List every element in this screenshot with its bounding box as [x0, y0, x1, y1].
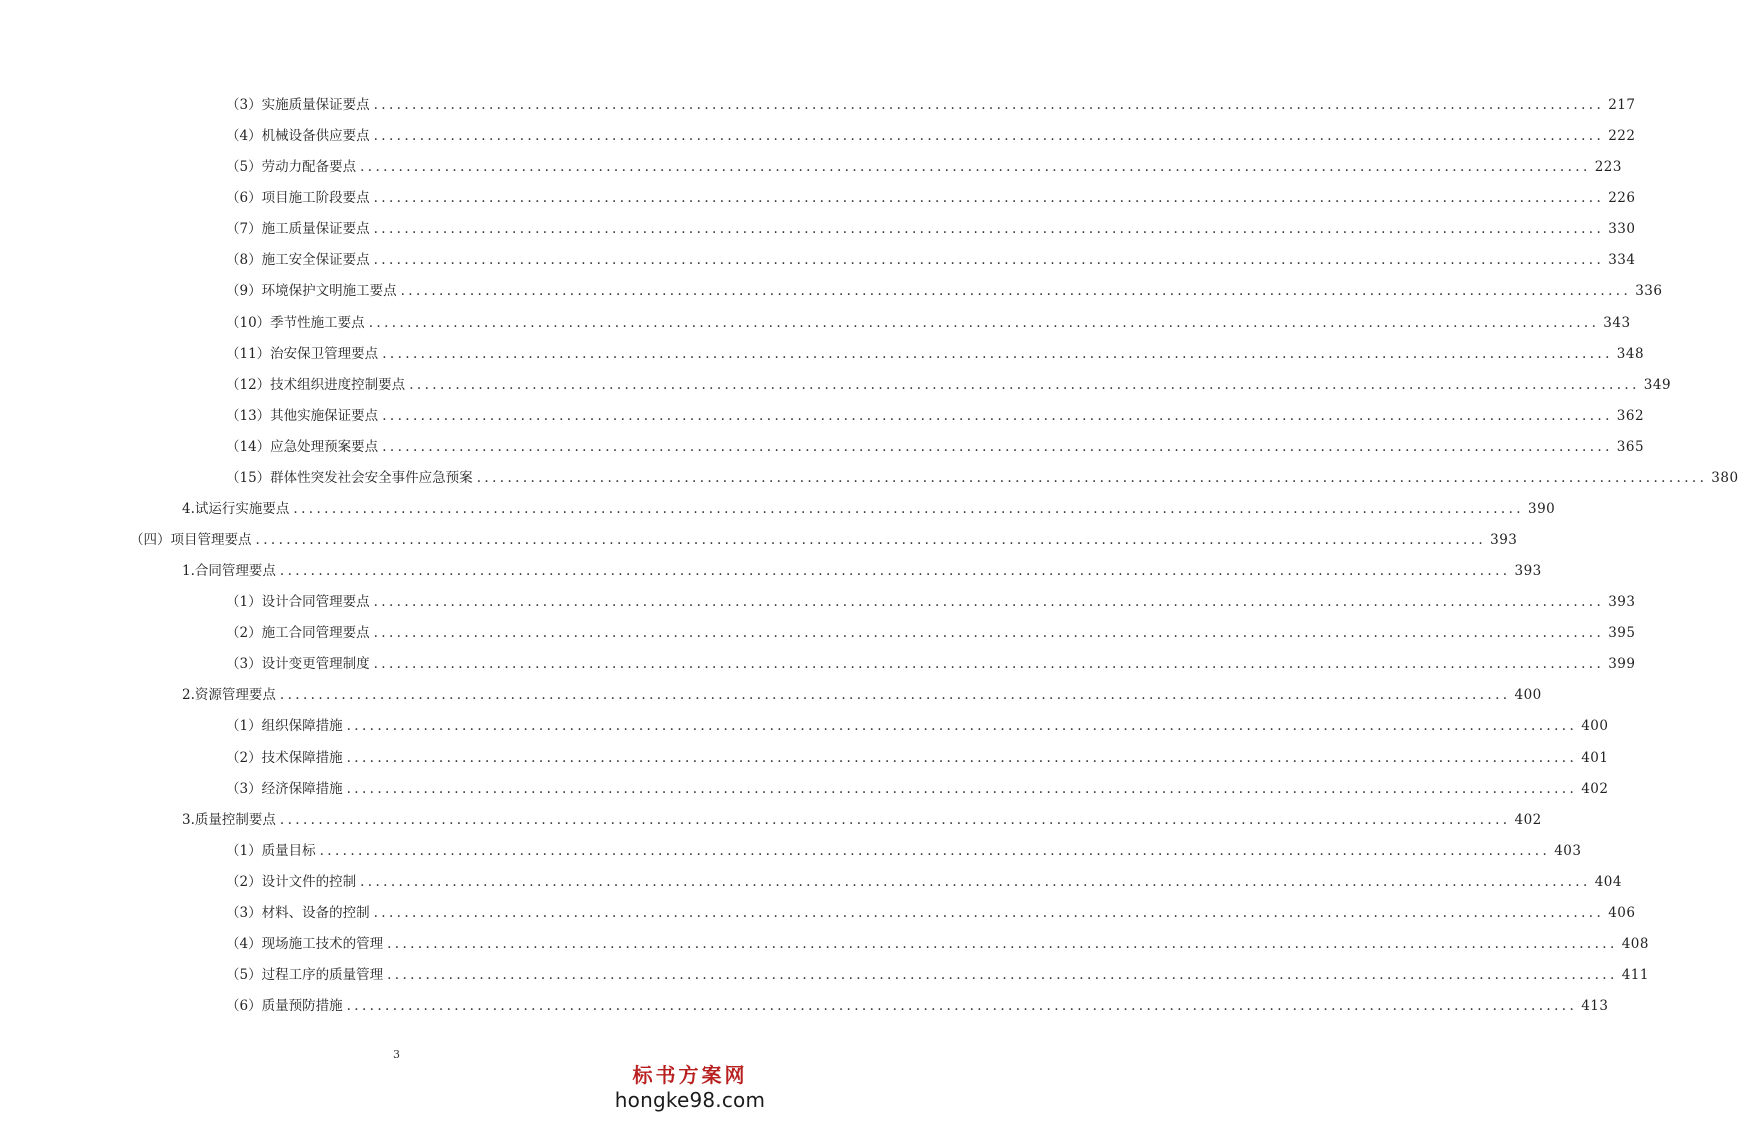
toc-entry-page: 402: [1514, 811, 1542, 828]
toc-entry-label: （11）治安保卫管理要点: [226, 345, 379, 362]
toc-entry-page: 393: [1490, 532, 1518, 548]
toc-entry-label: （1）设计合同管理要点: [226, 594, 370, 611]
toc-leader-dots: ................................................................................................................................................................: [382, 345, 1613, 362]
toc-entry-label: （13）其他实施保证要点: [226, 407, 379, 424]
toc-entry-label: （1）组织保障措施: [226, 718, 343, 735]
toc-entry: [0, 810, 1542, 830]
toc-entry: [0, 903, 1636, 923]
toc-leader-dots: ................................................................................................................................................................: [368, 314, 1600, 331]
toc-entry-label: （6）质量预防措施: [226, 998, 343, 1014]
toc-entry: [0, 748, 1609, 768]
toc-entry-label: （15）群体性突发社会安全事件应急预案: [226, 469, 473, 486]
toc-entry: [0, 281, 1663, 301]
toc-entry-page: 226: [1608, 190, 1636, 207]
toc-entry: [0, 188, 1636, 208]
toc-entry-page: 408: [1621, 935, 1649, 952]
toc-entry-page: 404: [1594, 873, 1622, 890]
toc-leader-dots: ................................................................................................................................................................: [373, 128, 1605, 145]
toc-entry-page: 348: [1616, 345, 1645, 362]
toc-entry: [0, 685, 1542, 705]
toc-entry-label: （3）设计变更管理制度: [226, 656, 370, 673]
watermark: [605, 1062, 775, 1112]
toc-entry-label: （4）机械设备供应要点: [226, 128, 370, 145]
toc-entry-label: （12）技术组织进度控制要点: [226, 376, 406, 393]
toc-entry-page: 395: [1608, 625, 1636, 642]
toc-entry: [0, 499, 1556, 519]
toc-leader-dots: ................................................................................................................................................................: [387, 935, 1618, 952]
toc-entry: [0, 592, 1636, 612]
toc-leader-dots: ................................................................................................................................................................: [382, 438, 1613, 455]
toc-leader-dots: ................................................................................................................................................................: [279, 811, 1511, 828]
toc-entry-page: 402: [1581, 780, 1609, 797]
toc-entry-page: 413: [1581, 998, 1609, 1014]
toc-entry-label: （3）材料、设备的控制: [226, 904, 370, 921]
toc-entry-page: 217: [1608, 97, 1636, 113]
toc-entry: [0, 561, 1542, 581]
toc-leader-dots: ................................................................................................................................................................: [346, 718, 1578, 735]
toc-entry-page: 362: [1616, 407, 1645, 424]
toc-entry-label: （9）环境保护文明施工要点: [226, 283, 397, 300]
toc-entry-label: （7）施工质量保证要点: [226, 221, 370, 238]
toc-leader-dots: ................................................................................................................................................................: [373, 97, 1605, 113]
toc-entry-label: 2.资源管理要点: [182, 687, 276, 704]
toc-entry-label: （3）实施质量保证要点: [226, 97, 370, 113]
toc-entry-label: （14）应急处理预案要点: [226, 438, 379, 455]
toc-entry: [0, 996, 1609, 1016]
toc-entry: [0, 95, 1636, 115]
toc-entry-page: 393: [1608, 594, 1636, 611]
toc-leader-dots: ................................................................................................................................................................: [360, 159, 1591, 176]
toc-entry-label: （6）项目施工阶段要点: [226, 190, 370, 207]
toc-entry: [0, 219, 1636, 239]
toc-leader-dots: ................................................................................................................................................................: [255, 532, 1487, 548]
toc-entry: [0, 468, 1739, 488]
toc-entry-label: （1）质量目标: [226, 842, 316, 859]
toc-leader-dots: ................................................................................................................................................................: [360, 873, 1591, 890]
toc-entry-page: 400: [1581, 718, 1609, 735]
toc-leader-dots: ................................................................................................................................................................: [373, 190, 1605, 207]
toc-entry-page: 411: [1621, 967, 1649, 983]
toc-entry-page: 365: [1616, 438, 1645, 455]
toc-entry-page: 223: [1594, 159, 1622, 176]
watermark-title: 标书方案网: [632, 1063, 748, 1087]
toc-entry: [0, 437, 1645, 457]
toc-entry-label: （2）技术保障措施: [226, 749, 343, 766]
toc-entry-label: （3）经济保障措施: [226, 780, 343, 797]
toc-entry-label: （5）过程工序的质量管理: [226, 967, 384, 983]
toc-entry: [0, 375, 1672, 395]
toc-leader-dots: ................................................................................................................................................................: [400, 283, 1632, 300]
toc-entry: [0, 934, 1649, 954]
toc-entry: [0, 965, 1649, 985]
toc-leader-dots: ................................................................................................................................................................: [387, 967, 1618, 983]
toc-entry-page: 399: [1608, 656, 1636, 673]
page-number: 3: [393, 1048, 400, 1061]
toc-entry-page: 400: [1514, 687, 1542, 704]
toc-leader-dots: ................................................................................................................................................................: [319, 842, 1551, 859]
toc-entry: [0, 623, 1636, 643]
toc-entry-label: 1.合同管理要点: [182, 563, 276, 579]
toc-leader-dots: ................................................................................................................................................................: [373, 594, 1605, 611]
toc-entry-page: 393: [1514, 563, 1542, 579]
toc-entry-label: 4.试运行实施要点: [182, 500, 290, 517]
toc-leader-dots: ................................................................................................................................................................: [279, 563, 1511, 579]
toc-leader-dots: ................................................................................................................................................................: [346, 749, 1578, 766]
toc-entry-label: （4）现场施工技术的管理: [226, 935, 384, 952]
toc-entry: [0, 872, 1622, 892]
toc-entry-page: 334: [1608, 252, 1636, 269]
toc-entry-label: （四）项目管理要点: [130, 532, 252, 548]
toc-leader-dots: ................................................................................................................................................................: [373, 252, 1605, 269]
toc-entry: [0, 716, 1609, 736]
toc-entry-page: 401: [1581, 749, 1609, 766]
toc-entry: [0, 406, 1645, 426]
toc-entry-page: 390: [1528, 500, 1556, 517]
toc-entry-page: 406: [1608, 904, 1636, 921]
toc-entry: [0, 779, 1609, 799]
toc-entry: [0, 157, 1622, 177]
toc-leader-dots: ................................................................................................................................................................: [409, 376, 1640, 393]
toc-entry: [0, 841, 1582, 861]
toc-leader-dots: ................................................................................................................................................................: [382, 407, 1613, 424]
toc-entry: [0, 530, 1518, 550]
toc-leader-dots: ................................................................................................................................................................: [476, 469, 1708, 486]
toc-entry-label: （10）季节性施工要点: [226, 314, 365, 331]
toc-leader-dots: ................................................................................................................................................................: [346, 780, 1578, 797]
toc-leader-dots: ................................................................................................................................................................: [373, 221, 1605, 238]
toc-entry-page: 403: [1554, 842, 1582, 859]
toc-entry-page: 222: [1608, 128, 1636, 145]
toc-entry-page: 336: [1635, 283, 1663, 300]
toc-leader-dots: ................................................................................................................................................................: [373, 904, 1605, 921]
toc-entry-page: 349: [1643, 376, 1672, 393]
toc-entry-label: （5）劳动力配备要点: [226, 159, 357, 176]
toc-entry: [0, 654, 1636, 674]
toc-entry-page: 330: [1608, 221, 1636, 238]
toc-entry: [0, 126, 1636, 146]
toc-entry: [0, 313, 1631, 333]
toc-leader-dots: ................................................................................................................................................................: [293, 500, 1524, 517]
toc-entry-page: 380: [1711, 469, 1739, 486]
toc-entry-label: （8）施工安全保证要点: [226, 252, 370, 269]
watermark-url: hongke98.com: [614, 1088, 766, 1112]
toc-entry: [0, 344, 1645, 364]
toc-entry-label: 3.质量控制要点: [182, 811, 276, 828]
toc-leader-dots: ................................................................................................................................................................: [279, 687, 1511, 704]
toc-leader-dots: ................................................................................................................................................................: [373, 625, 1605, 642]
toc-leader-dots: ................................................................................................................................................................: [346, 998, 1578, 1014]
toc-entry: [0, 250, 1636, 270]
toc-leader-dots: ................................................................................................................................................................: [373, 656, 1605, 673]
toc-entry-page: 343: [1603, 314, 1631, 331]
toc-entry-label: （2）设计文件的控制: [226, 873, 357, 890]
toc-entry-label: （2）施工合同管理要点: [226, 625, 370, 642]
